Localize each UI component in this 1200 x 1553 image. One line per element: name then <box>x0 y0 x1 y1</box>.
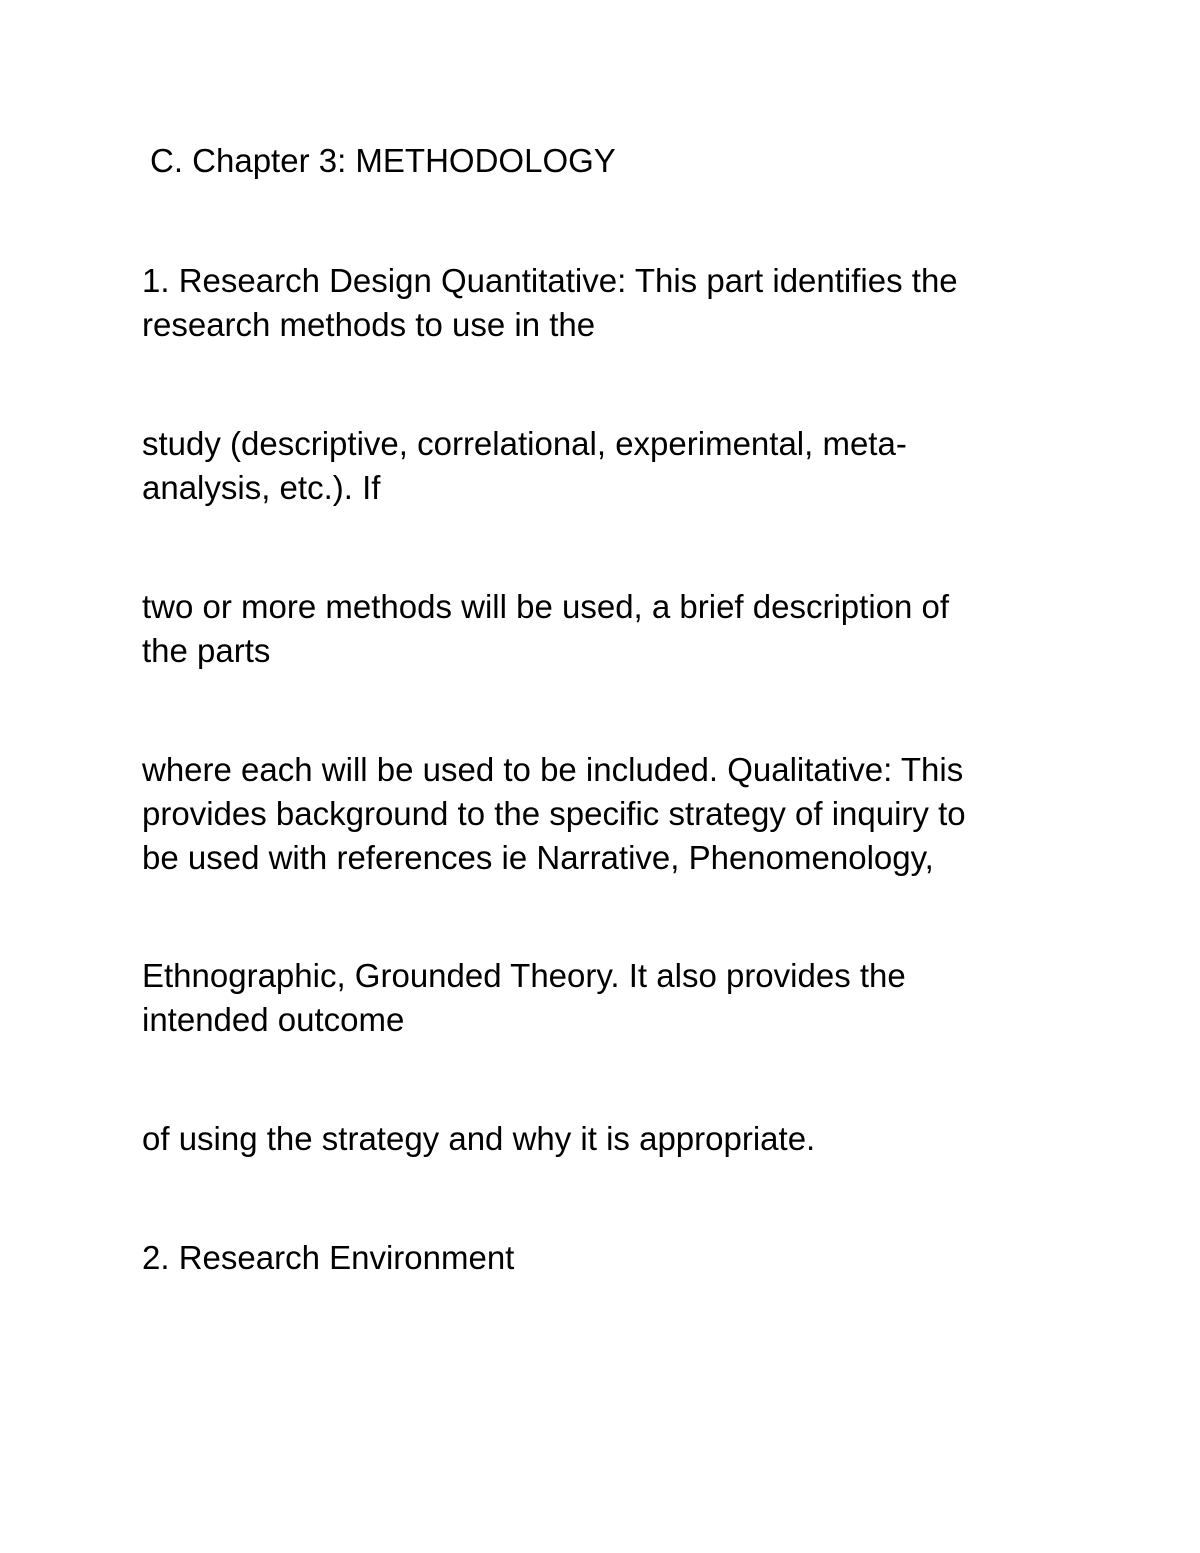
text-line: analysis, etc.). If <box>142 469 381 506</box>
text-line: intended outcome <box>142 1001 405 1038</box>
text-line: research methods to use in the <box>142 306 596 343</box>
text-line: two or more methods will be used, a brief description of <box>142 588 950 625</box>
text-line: be used with references ie Narrative, Phenomenology, <box>142 839 934 876</box>
text-line: where each will be used to be included. Qualitative: This <box>142 751 964 788</box>
text-line: of using the strategy and why it is appropriate. <box>142 1120 816 1157</box>
text-line: Ethnographic, Grounded Theory. It also provides the <box>142 957 906 994</box>
text-line: 1. Research Design Quantitative: This part identifies the <box>142 262 958 299</box>
text-line: provides background to the specific strategy of inquiry to <box>142 795 966 832</box>
chapter-title: C. Chapter 3: METHODOLOGY <box>150 142 616 179</box>
text-line: study (descriptive, correlational, experimental, meta- <box>142 425 907 462</box>
section-heading: 2. Research Environment <box>142 1239 515 1276</box>
text-line: the parts <box>142 632 271 669</box>
